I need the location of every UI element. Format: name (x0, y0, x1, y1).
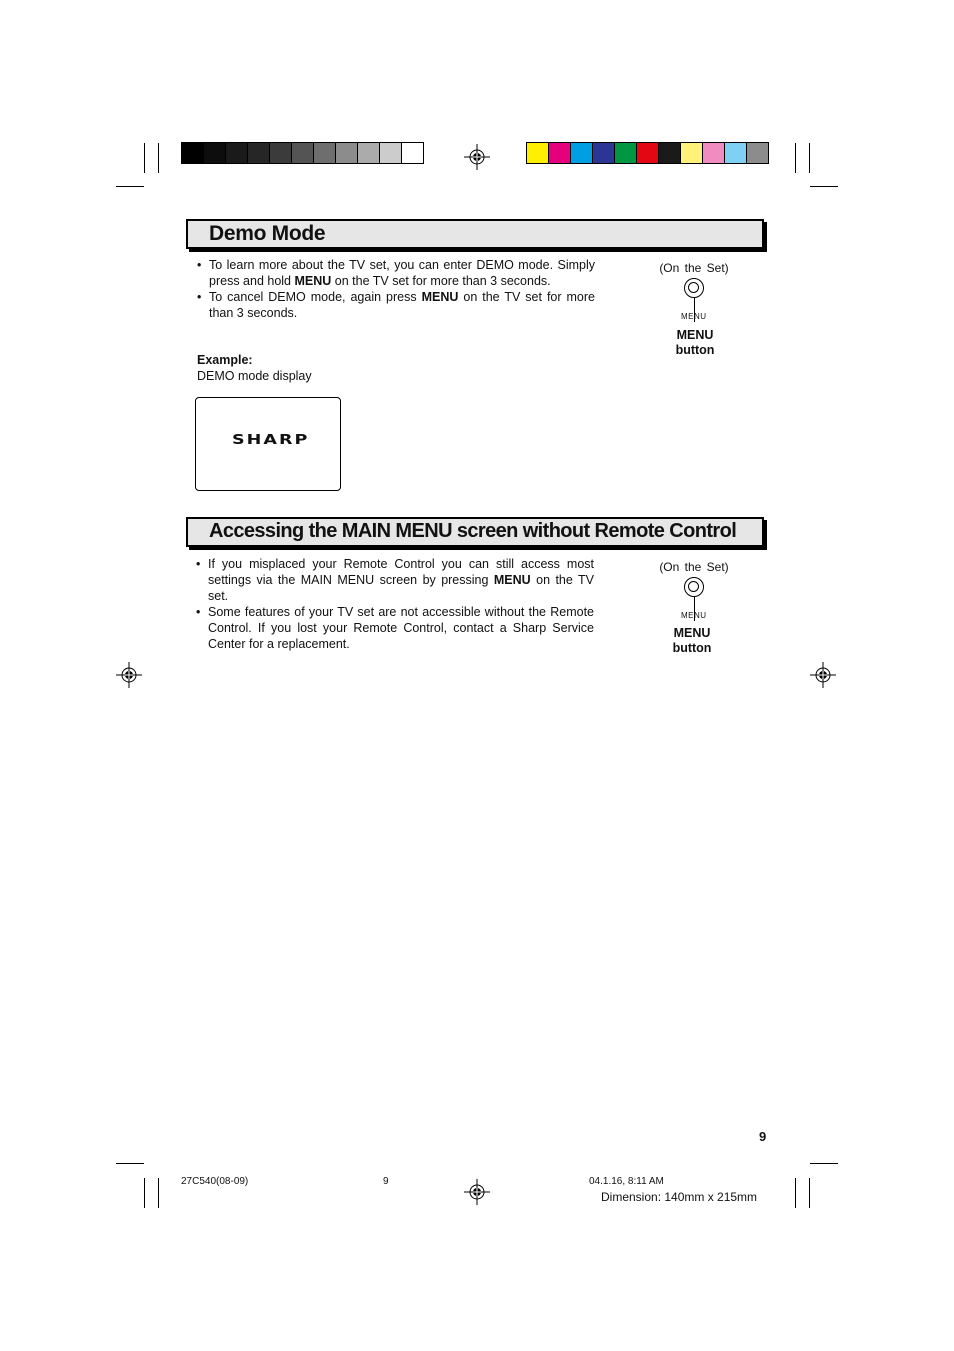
color-swatch (380, 143, 402, 163)
section-title: Accessing the MAIN MENU screen without Remote Control (209, 520, 737, 542)
menu-button-caption: MENU button (675, 328, 715, 357)
color-swatch (659, 143, 681, 163)
demo-mode-display (195, 397, 341, 491)
crop-mark (809, 143, 810, 173)
color-swatch (358, 143, 380, 163)
color-swatch (270, 143, 292, 163)
menu-button-icon (684, 577, 704, 597)
crop-mark (810, 186, 838, 187)
page-number: 9 (759, 1129, 767, 1144)
menu-button-icon (684, 278, 704, 298)
color-swatch (527, 143, 549, 163)
example-caption: DEMO mode display (197, 369, 312, 383)
list-item: • To cancel DEMO mode, again press MENU on the TV set for more than 3 seconds. (197, 290, 595, 320)
crop-mark (144, 143, 145, 173)
color-swatch (747, 143, 768, 163)
demo-mode-instructions (197, 257, 595, 321)
crop-mark (158, 1178, 159, 1208)
color-swatch (226, 143, 248, 163)
crop-mark (809, 1178, 810, 1208)
list-item: • To learn more about the TV set, you can enter DEMO mode. Simply press and hold MENU on the TV set for more than 3 seconds. (197, 258, 595, 288)
color-swatch (637, 143, 659, 163)
menu-button-caption: MENU button (672, 626, 712, 655)
crop-mark (116, 186, 144, 187)
color-swatch (248, 143, 270, 163)
color-swatch (336, 143, 358, 163)
color-swatch (703, 143, 725, 163)
crop-mark (116, 1163, 144, 1164)
sharp-logo: SHARP (232, 433, 310, 448)
section-header-demo-mode (186, 219, 764, 249)
crop-mark (795, 1178, 796, 1208)
list-item: • If you misplaced your Remote Control you can still access most settings via the MAIN MENU screen by pressing MENU on the TV set. (196, 557, 594, 603)
color-swatch (549, 143, 571, 163)
color-swatch (593, 143, 615, 163)
registration-mark-icon (464, 144, 490, 170)
menu-button-small-label: MENU (681, 611, 707, 620)
list-item: • Some features of your TV set are not accessible without the Remote Control. If you lost your Remote Control, contact a Sharp Service Center for a replacement. (196, 605, 594, 651)
main-menu-instructions (196, 556, 594, 652)
footer-file-code: 27C540(08-09) (181, 1176, 249, 1187)
color-swatch (402, 143, 423, 163)
registration-mark-icon (810, 662, 836, 688)
grayscale-calibration-bar (181, 142, 424, 164)
registration-mark-icon (116, 662, 142, 688)
registration-mark-icon (464, 1179, 490, 1205)
example-label: Example: (197, 353, 253, 367)
color-swatch (182, 143, 204, 163)
footer-page-ref: 9 (383, 1176, 389, 1187)
color-swatch (314, 143, 336, 163)
footer-timestamp: 04.1.16, 8:11 AM (589, 1176, 664, 1187)
color-swatch (292, 143, 314, 163)
color-swatch (615, 143, 637, 163)
section-title: Demo Mode (209, 222, 326, 245)
color-swatch (681, 143, 703, 163)
footer-dimension: Dimension: 140mm x 215mm (601, 1190, 758, 1204)
on-the-set-label: (On the Set) (659, 261, 729, 275)
color-swatch (571, 143, 593, 163)
menu-button-small-label: MENU (681, 312, 707, 321)
color-swatch (725, 143, 747, 163)
section-header-main-menu (186, 517, 764, 547)
color-calibration-bar (526, 142, 769, 164)
crop-mark (158, 143, 159, 173)
crop-mark (810, 1163, 838, 1164)
crop-mark (795, 143, 796, 173)
on-the-set-label: (On the Set) (659, 560, 729, 574)
color-swatch (204, 143, 226, 163)
crop-mark (144, 1178, 145, 1208)
